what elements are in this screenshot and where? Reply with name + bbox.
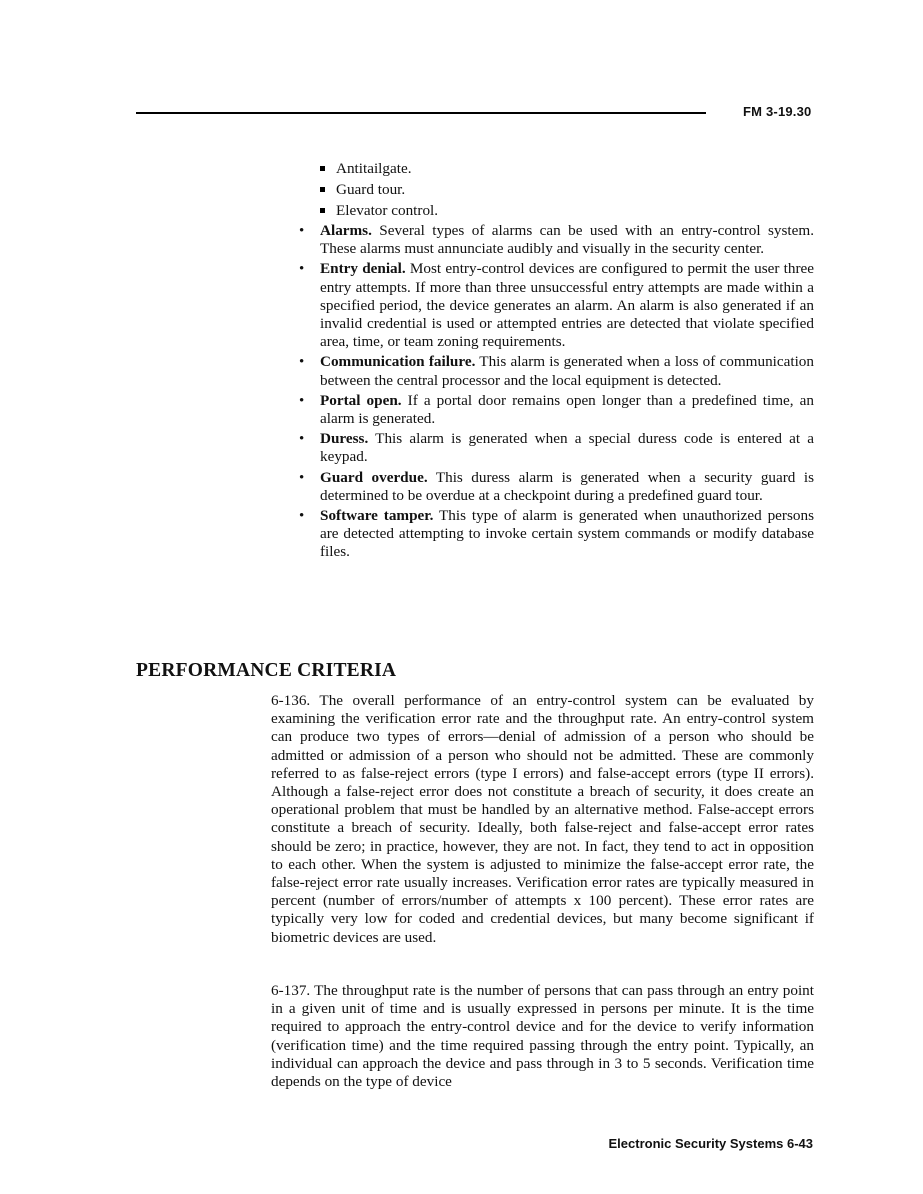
- square-bullet-icon: [320, 208, 325, 213]
- bullet-icon: •: [299, 354, 305, 371]
- bullet-text: This alarm is generated when a loss of communication between the central processor and the local equipment is detected.: [320, 353, 814, 389]
- bullet-text: This type of alarm is generated when unauthorized persons are detected attempting to invoke certain system commands or modify database files.: [320, 507, 814, 561]
- bullet-item-software-tamper: [297, 507, 814, 562]
- sub-item: [320, 200, 438, 221]
- sub-item-text: Antitailgate.: [336, 160, 412, 177]
- paragraph-6-136: 6-136. The overall performance of an entry-control system can be evaluated by examining the verification error rate and the throughput rate. An entry-control system can produce two types of errors—denial of admission of a person who should be admitted or admission of a person who should not be admitted. These are commonly referred to as false-reject errors (type I errors) and false-accept errors (type II errors). Although a false-reject error does not constitute a breach of security, it does create an operational problem that must be handled by an alternative method. False-accept errors constitute a breach of security. Ideally, both false-reject and false-accept error rates should be zero; in practice, however, they are not. In fact, they tend to act in opposition to each other. When the system is adjusted to minimize the false-accept error rate, the false-reject error rate usually increases. Verification error rates are typically measured in percent (number of errors/number of attempts x 100 percent). These error rates are typically very low for coded and credential devices, but many become significant if biometric devices are used.: [271, 692, 814, 946]
- bullet-icon: •: [299, 223, 305, 239]
- bullet-term: Software tamper.: [320, 507, 434, 525]
- square-bullet-icon: [320, 166, 325, 171]
- bullet-text: This alarm is generated when a special duress code is entered at a keypad.: [320, 430, 814, 466]
- bullet-item-duress: [297, 430, 814, 466]
- bullet-icon: •: [299, 392, 305, 409]
- sub-item-text: Elevator control.: [336, 202, 439, 219]
- alarm-type-list: [297, 222, 814, 564]
- bullet-icon: •: [299, 431, 305, 448]
- section-heading: PERFORMANCE CRITERIA: [136, 660, 397, 681]
- bullet-term: Entry denial.: [320, 260, 406, 278]
- bullet-text: Several types of alarms can be used with an entry-control system. These alarms must annunciate audibly and visually in the security center.: [320, 222, 814, 258]
- bullet-icon: •: [299, 469, 305, 486]
- bullet-term: Duress.: [320, 430, 369, 448]
- bullet-term: Portal open.: [320, 391, 402, 409]
- bullet-term: Communication failure.: [320, 353, 476, 371]
- bullet-term: Guard overdue.: [320, 468, 428, 486]
- document-code: FM 3-19.30: [743, 104, 812, 119]
- sub-item: [320, 179, 438, 200]
- bullet-item-guard-overdue: [297, 469, 814, 505]
- header-rule: [136, 112, 706, 114]
- bullet-icon: •: [299, 508, 305, 525]
- bullet-text: If a portal door remains open longer than a predefined time, an alarm is generated.: [320, 391, 814, 428]
- bullet-item-portal-open: [297, 392, 814, 428]
- bullet-item-alarms: [297, 222, 814, 258]
- paragraph-6-137: 6-137. The throughput rate is the number of persons that can pass through an entry point in a given unit of time and is usually expressed in persons per minute. It is the time required to approach the entry-control device and for the device to verify information (verification time) and the time required passing through the entry point. Typically, an individual can approach the device and pass through in 3 to 5 seconds. Verification time depends on the type of device: [271, 982, 814, 1091]
- bullet-text: This duress alarm is generated when a security guard is determined to be overdue at a checkpoint during a predefined guard tour.: [320, 468, 814, 504]
- sub-item-text: Guard tour.: [336, 181, 406, 198]
- bullet-text: Most entry-control devices are configured to permit the user three entry attempts. If more than three unsuccessful entry attempts are made within a specified period, the device generates an alarm. An alarm is also generated if an invalid credential is used or attempted entries are detected that violate specified area, time, or team zoning requirements.: [320, 260, 815, 351]
- bullet-term: Alarms.: [320, 222, 372, 239]
- square-bullet-icon: [320, 187, 325, 192]
- bullet-item-entry-denial: [297, 260, 814, 351]
- bullet-icon: •: [299, 261, 305, 278]
- page-footer: Electronic Security Systems 6-43: [608, 1136, 813, 1151]
- bullet-item-communication-failure: [297, 353, 814, 389]
- sub-item-list: [320, 158, 438, 221]
- sub-item: [320, 158, 438, 179]
